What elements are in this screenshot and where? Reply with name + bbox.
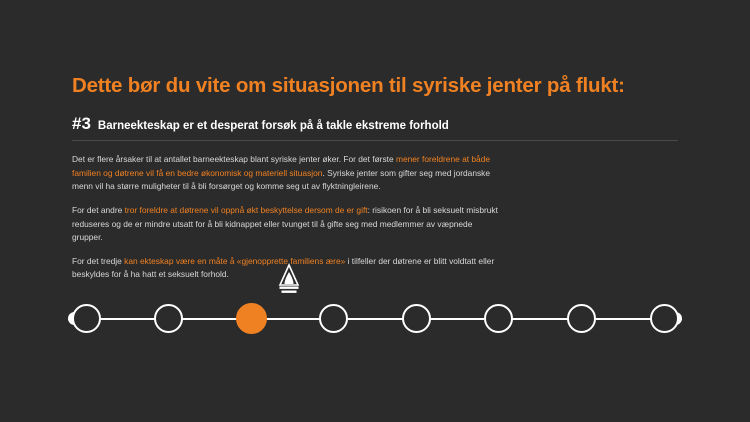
paragraph bbox=[72, 204, 502, 244]
section-number: #3 bbox=[72, 113, 91, 133]
body-text: : risikoen for å bli seksuelt misbrukt reduseres og de er mindre utsatt for å bli kidnappet eller tvunget til å gifte seg med medlemmer av væpnede grupper. bbox=[72, 205, 498, 242]
timeline-node[interactable] bbox=[484, 304, 513, 333]
body-text: . Syriske jenter som gifter seg med jordanske menn vil ha større muligheter til å bli forsørget og komme seg ut av flyktningleirene. bbox=[72, 167, 491, 191]
body-text: i tilfeller der døtrene er blitt voldtatt eller beskyldes for å ha hatt et seksuelt forhold. bbox=[72, 256, 495, 280]
location-pin-icon bbox=[268, 263, 310, 303]
article-content bbox=[72, 74, 678, 282]
timeline-node[interactable] bbox=[402, 304, 431, 333]
page-title: Dette bør du vite om situasjonen til syriske jenter på flukt: bbox=[72, 74, 625, 97]
timeline-node[interactable] bbox=[154, 304, 183, 333]
highlighted-text: tror foreldre at døtrene vil oppnå økt beskyttelse dersom de er gift bbox=[124, 205, 368, 216]
timeline-node-active[interactable] bbox=[236, 303, 267, 334]
timeline bbox=[68, 300, 682, 338]
body-text: Det er flere årsaker til at antallet barneekteskap blant syriske jenter øker. For det første bbox=[72, 154, 396, 165]
highlighted-text: mener foreldrene at både familien og døtrene vil få en bedre økonomisk og materiell situasjon bbox=[72, 154, 491, 178]
timeline-node[interactable] bbox=[319, 304, 348, 333]
body-text: For det andre bbox=[72, 205, 125, 216]
section-title: Barneekteskap er et desperat forsøk på å takle ekstreme forhold bbox=[97, 119, 449, 132]
timeline-node[interactable] bbox=[650, 304, 679, 333]
paragraph bbox=[72, 153, 502, 193]
timeline-node[interactable] bbox=[72, 304, 101, 333]
highlighted-text: kan ekteskap være en måte å «gjenopprette familiens ære» bbox=[124, 256, 346, 267]
article-body bbox=[72, 153, 678, 281]
body-text: For det tredje bbox=[72, 256, 125, 267]
section-heading bbox=[72, 115, 678, 142]
timeline-node[interactable] bbox=[567, 304, 596, 333]
